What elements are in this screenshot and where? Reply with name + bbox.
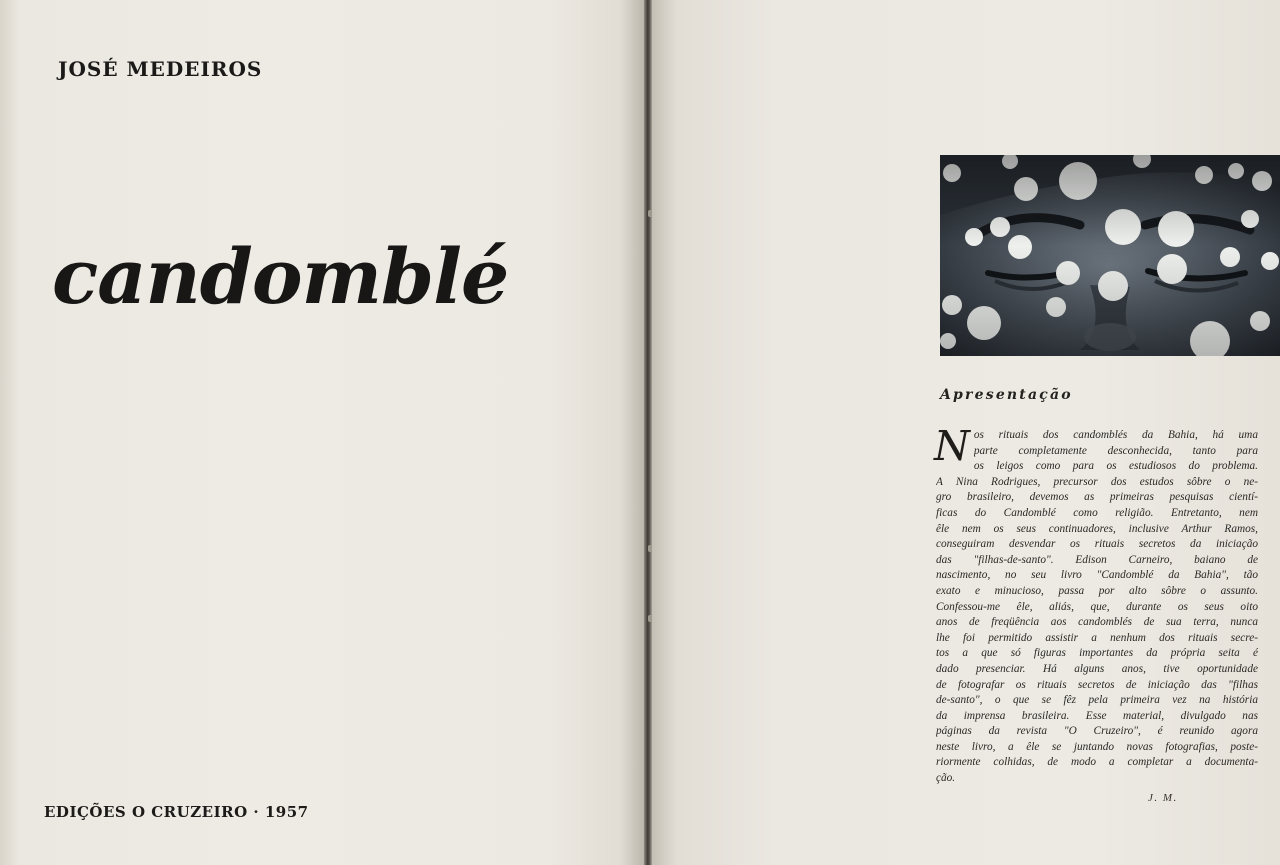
text-line: Confessou-me êle, aliás, que, durante os seus oito [936, 600, 1258, 613]
text-line: lhe foi permitido assistir a nenhum dos rituais secre- [936, 631, 1258, 644]
publisher-line: EDIÇÕES O CRUZEIRO · 1957 [44, 803, 309, 821]
author-name: JOSÉ MEDEIROS [58, 57, 263, 81]
presentation-text [934, 422, 1258, 787]
text-line: êle nem os seus continuadores, inclusive Arthur Ramos, [936, 522, 1258, 535]
book-title: candomblé [52, 232, 509, 321]
text-line: ção. [936, 772, 956, 785]
painted-face-photo [940, 155, 1280, 356]
text-line: anos de freqüência aos candomblés de sua terra, nunca [936, 616, 1258, 629]
text-line: A Nina Rodrigues, precursor dos estudos sôbre o ne- [936, 475, 1258, 488]
text-line: de fotografar os rituais secretos de iniciação das "filhas [936, 678, 1258, 691]
text-line: nascimento, no seu livro "Candomblé da Bahia", tão [936, 569, 1258, 582]
section-heading: Apresentação [940, 387, 1073, 403]
text-line: dado presenciar. Há alguns anos, tive oportunidade [936, 662, 1258, 675]
book-gutter [644, 0, 652, 865]
text-line: páginas da revista "O Cruzeiro", é reunido agora [936, 725, 1258, 738]
text-line: da imprensa brasileira. Esse material, divulgado nas [936, 709, 1258, 722]
drop-cap: N [934, 422, 970, 470]
text-line: conseguiram desvendar os rituais secretos da iniciação [936, 538, 1258, 551]
text-line: os leigos como para os estudiosos do problema. [973, 460, 1258, 473]
text-line: ficas do Candomblé como religião. Entretanto, nem [936, 506, 1258, 519]
text-line: neste livro, a êle se juntando novas fotografias, poste- [936, 740, 1258, 753]
text-line: das "filhas-de-santo". Edison Carneiro, baiano de [936, 553, 1258, 566]
text-line: gro brasileiro, devemos as primeiras pesquisas cientí- [936, 491, 1258, 504]
text-line: tos a que só figuras importantes da própria seita é [936, 647, 1258, 660]
signature-initials: J. M. [1148, 792, 1178, 804]
text-line: riormente colhidas, de modo a completar a documenta- [936, 756, 1258, 769]
text-line: de-santo", o que se fêz pela primeira vez na história [936, 694, 1258, 707]
text-line: os rituais dos candomblés da Bahia, há uma [973, 429, 1258, 441]
text-line: exato e minucioso, passa por alto sôbre o assunto. [936, 584, 1258, 597]
right-page [652, 0, 1280, 865]
text-line: parte completamente desconhecida, tanto para [973, 444, 1258, 457]
